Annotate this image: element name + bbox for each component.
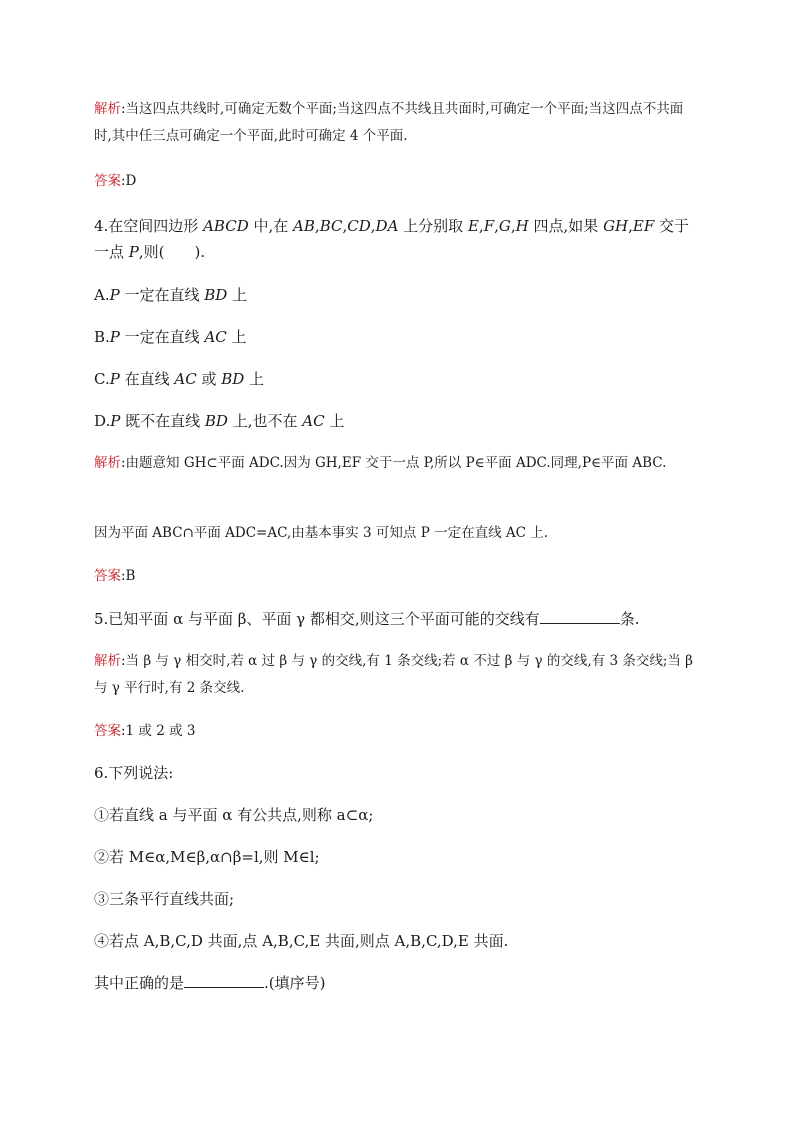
option-math: BD xyxy=(221,370,245,388)
q4-math: G xyxy=(498,217,511,235)
q4-math: H xyxy=(515,217,529,235)
answer-block-q3 xyxy=(94,168,700,195)
option-math: P xyxy=(109,286,120,304)
answer-text: :B xyxy=(121,568,136,584)
q4-text: ,则( ). xyxy=(138,243,206,261)
option-text: 上,也不在 xyxy=(227,412,303,430)
option-math: P xyxy=(109,328,120,346)
q5-text: 条. xyxy=(619,610,640,628)
q4-math: F xyxy=(483,217,495,235)
q6-text: 6.下列说法: xyxy=(94,764,174,782)
option-text: 既不在直线 xyxy=(120,412,205,430)
answer-label: 答案 xyxy=(94,173,121,189)
option-text: 上 xyxy=(226,328,247,346)
fill-blank xyxy=(540,608,620,624)
answer-label: 答案 xyxy=(94,723,121,739)
question-6-intro xyxy=(94,760,700,786)
q4-text: 中,在 xyxy=(248,217,294,235)
option-text: B. xyxy=(94,328,110,346)
option-math: P xyxy=(110,412,121,430)
statement-2 xyxy=(94,844,700,870)
option-math: AC xyxy=(204,328,227,346)
analysis-text: :当这四点共线时,可确定无数个平面;当这四点不共线且共面时,可确定一个平面;当这四点不共面时,其中任三点可确定一个平面,此时可确定 4 个平面. xyxy=(94,101,684,144)
q5-text: 5.已知平面 α 与平面 β、平面 γ 都相交,则这三个平面可能的交线有 xyxy=(94,610,540,628)
q4-text: 四点,如果 xyxy=(528,217,604,235)
option-math: BD xyxy=(204,412,228,430)
analysis-block-q5 xyxy=(94,648,700,702)
option-d xyxy=(94,408,700,434)
statement-4 xyxy=(94,928,700,954)
answer-block-q5 xyxy=(94,718,700,745)
analysis-label: 解析 xyxy=(94,101,121,117)
q4-text: , xyxy=(370,217,376,235)
q4-text: , xyxy=(314,217,320,235)
option-math: AC xyxy=(302,412,325,430)
analysis-text: :由题意知 GH⊂平面 ADC.因为 GH,EF 交于一点 P,所以 P∈平面 ADC.同理,P∈平面 ABC. xyxy=(121,455,667,471)
q6-text: ①若直线 a 与平面 α 有公共点,则称 a⊂α; xyxy=(94,806,374,824)
q4-math: GH xyxy=(603,217,629,235)
q6-text: 其中正确的是 xyxy=(94,974,185,992)
option-text: 上 xyxy=(324,412,345,430)
option-text: D. xyxy=(94,412,111,430)
q6-text: ④若点 A,B,C,D 共面,点 A,B,C,E 共面,则点 A,B,C,D,E 共面. xyxy=(94,932,509,950)
q4-math: EF xyxy=(632,217,655,235)
q6-text: ②若 M∈α,M∈β,α∩β=l,则 M∈l; xyxy=(94,848,320,866)
analysis-label: 解析 xyxy=(94,653,121,669)
analysis-text: 因为平面 ABC∩平面 ADC=AC,由基本事实 3 可知点 P 一定在直线 AC 上. xyxy=(94,525,549,541)
q4-text: , xyxy=(510,217,516,235)
option-math: BD xyxy=(204,286,228,304)
statement-1 xyxy=(94,802,700,828)
analysis-text: :当 β 与 γ 相交时,若 α 过 β 与 γ 的交线,有 1 条交线;若 α 不过 β 与 γ 的交线,有 3 条交线;当 β 与 γ 平行时,有 2 条交线. xyxy=(94,653,693,696)
q4-math: CD xyxy=(347,217,371,235)
q4-text: 4.在空间四边形 xyxy=(94,217,204,235)
statement-3 xyxy=(94,886,700,912)
analysis-block-q4 xyxy=(94,450,700,477)
option-text: 一定在直线 xyxy=(119,286,205,304)
option-math: AC xyxy=(174,370,197,388)
question-4-stem xyxy=(94,213,700,265)
q4-text: , xyxy=(342,217,348,235)
analysis-continued-q4 xyxy=(94,520,700,547)
q4-text: , xyxy=(628,217,633,235)
q4-math: BC xyxy=(319,217,343,235)
q6-text: .(填序号) xyxy=(264,974,326,992)
option-text: 上 xyxy=(227,286,248,304)
option-text: 在直线 xyxy=(119,370,175,388)
q4-text: , xyxy=(478,217,484,235)
q4-math: P xyxy=(128,243,139,261)
option-text: A. xyxy=(94,286,110,304)
option-text: 上 xyxy=(244,370,265,388)
fill-blank xyxy=(184,972,264,988)
q4-text: 上分别取 xyxy=(398,217,468,235)
q4-math: DA xyxy=(375,217,399,235)
option-text: C. xyxy=(94,370,110,388)
option-math: P xyxy=(109,370,120,388)
answer-label: 答案 xyxy=(94,568,121,584)
question-6-ask xyxy=(94,970,700,996)
option-text: 一定在直线 xyxy=(119,328,205,346)
q4-text: , xyxy=(494,217,499,235)
q4-math: AB xyxy=(293,217,315,235)
answer-text: :D xyxy=(121,173,137,189)
analysis-label: 解析 xyxy=(94,455,121,471)
q4-text: 交于一点 xyxy=(94,217,690,261)
question-5-stem xyxy=(94,606,700,632)
q6-text: ③三条平行直线共面; xyxy=(94,890,235,908)
option-b xyxy=(94,324,700,350)
analysis-block-q3 xyxy=(94,96,700,150)
option-text: 或 xyxy=(196,370,222,388)
answer-text: :1 或 2 或 3 xyxy=(121,723,196,739)
option-a xyxy=(94,282,700,308)
answer-block-q4 xyxy=(94,563,700,590)
q4-math: E xyxy=(467,217,479,235)
option-c xyxy=(94,366,700,392)
q4-math: ABCD xyxy=(203,217,249,235)
